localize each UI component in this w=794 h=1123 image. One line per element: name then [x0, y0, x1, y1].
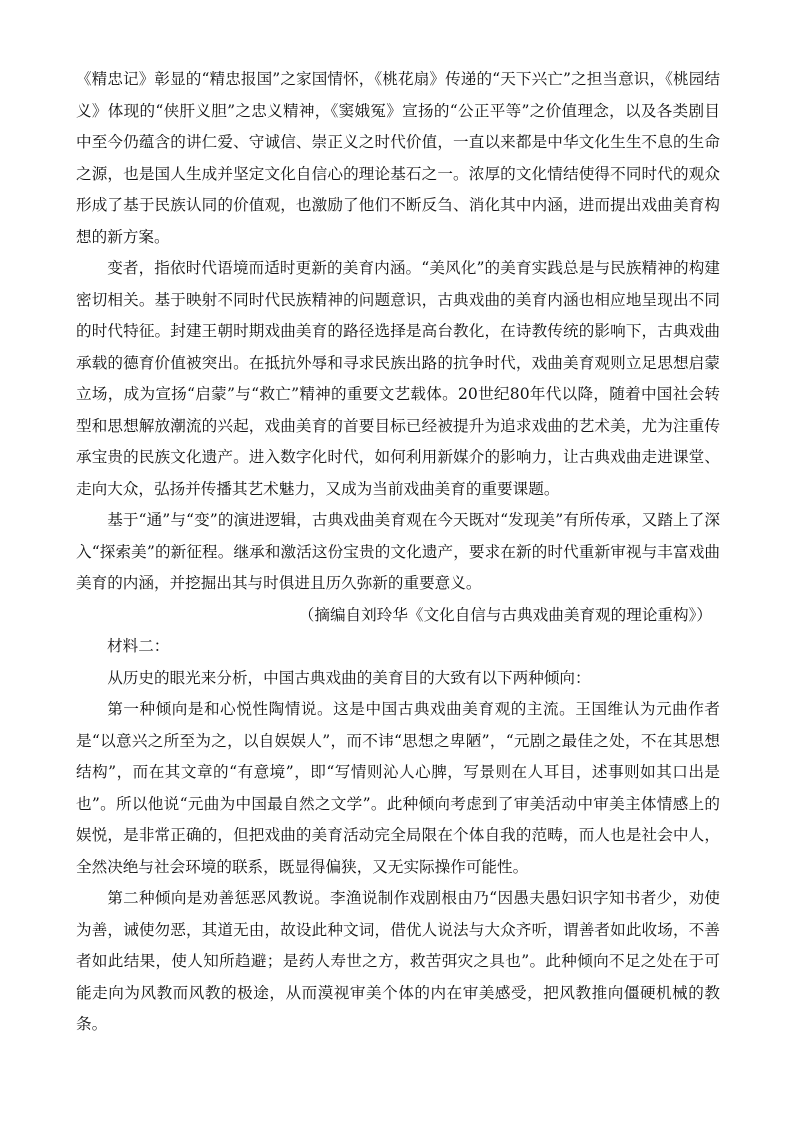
source-citation: （摘编自刘玲华《文化自信与古典戏曲美育观的理论重构》） [298, 605, 712, 624]
paragraph-first-tendency: 第一种倾向是和心悦性陶情说。这是中国古典戏曲美育观的主流。王国维认为元曲作者是“以意兴之所至为之，以自娱娱人”，而不讳“思想之卑陋”，“元剧之最佳之处，不在其思想结构”，而在其文章的“有意境”，即“写情则沁人心脾，写景则在人耳目，述事则如其口出是也”。所以他说“元曲为中国最自然之文学”。此种倾向考虑到了审美活动中审美主体情感上的娱悦，是非常正确的，但把戏曲的美育活动完全局限在个体自我的范畴，而人也是社会中人，全然决绝与社会环境的联系，既显得偏狭，又无实际操作可能性。 [76, 700, 720, 876]
material-two-heading: 材料二： [107, 637, 170, 655]
paragraph-continuity-change: 基于“通”与“变”的演进逻辑，古典戏曲美育观在今天既对“发现美”有所传承，又踏上了深入“探索美”的新征程。继承和激活这份宝贵的文化遗产，要求在新的时代重新审视与丰富戏曲美育的内涵，并挖掘出其与时俱进且历久弥新的重要意义。 [76, 511, 720, 592]
paragraph-intro: 从历史的眼光来分析，中国古典戏曲的美育目的大致有以下两种倾向： [107, 668, 591, 687]
paragraph-change-connotation: 变者，指依时代语境而适时更新的美育内涵。“美风化”的美育实践总是与民族精神的构建密切相关。基于映射不同时代民族精神的问题意识，古典戏曲的美育内涵也相应地呈现出不同的时代特征。封建王朝时期戏曲美育的路径选择是高台教化，在诗教传统的影响下，古典戏曲承载的德育价值被突出。在抵抗外辱和寻求民族出路的抗争时代，戏曲美育观则立足思想启蒙立场，成为宣扬“启蒙”与“救亡”精神的重要文艺载体。20世纪80年代以降，随着中国社会转型和思想解放潮流的兴起，戏曲美育的首要目标已经被提升为追求戏曲的艺术美，尤为注重传承宝贵的民族文化遗产。进入数字化时代，如何利用新媒介的影响力，让古典戏曲走进课堂、走向大众，弘扬并传播其艺术魅力，又成为当前戏曲美育的重要课题。 [76, 259, 720, 498]
paragraph-second-tendency: 第二种倾向是劝善惩恶风教说。李渔说制作戏剧根由乃“因愚夫愚妇识字知书者少，劝使为善，诫使勿恶，其道无由，故设此种文词，借优人说法与大众齐听，谓善者如此收场，不善者如此结果，使人知所趋避；是药人寿世之方，救苦弭灾之具也”。此种倾向不足之处在于可能走向为风教而风教的极途，从而漠视审美个体的内在审美感受，把风教推向僵硬机械的教条。 [76, 889, 720, 1033]
document-page [76, 64, 720, 1041]
paragraph-drama-values: 《精忠记》彰显的“精忠报国”之家国情怀，《桃花扇》传递的“天下兴亡”之担当意识，《桃园结义》体现的“侠肝义胆”之忠义精神，《窦娥冤》宣扬的“公正平等”之价值理念，以及各类剧目中至今仍蕴含的讲仁爱、守诚信、崇正义之时代价值，一直以来都是中华文化生生不息的生命之源，也是国人生成并坚定文化自信心的理论基石之一。浓厚的文化情结使得不同时代的观众形成了基于民族认同的价值观，也激励了他们不断反刍、消化其中内涵，进而提出戏曲美育构想的新方案。 [76, 70, 720, 246]
